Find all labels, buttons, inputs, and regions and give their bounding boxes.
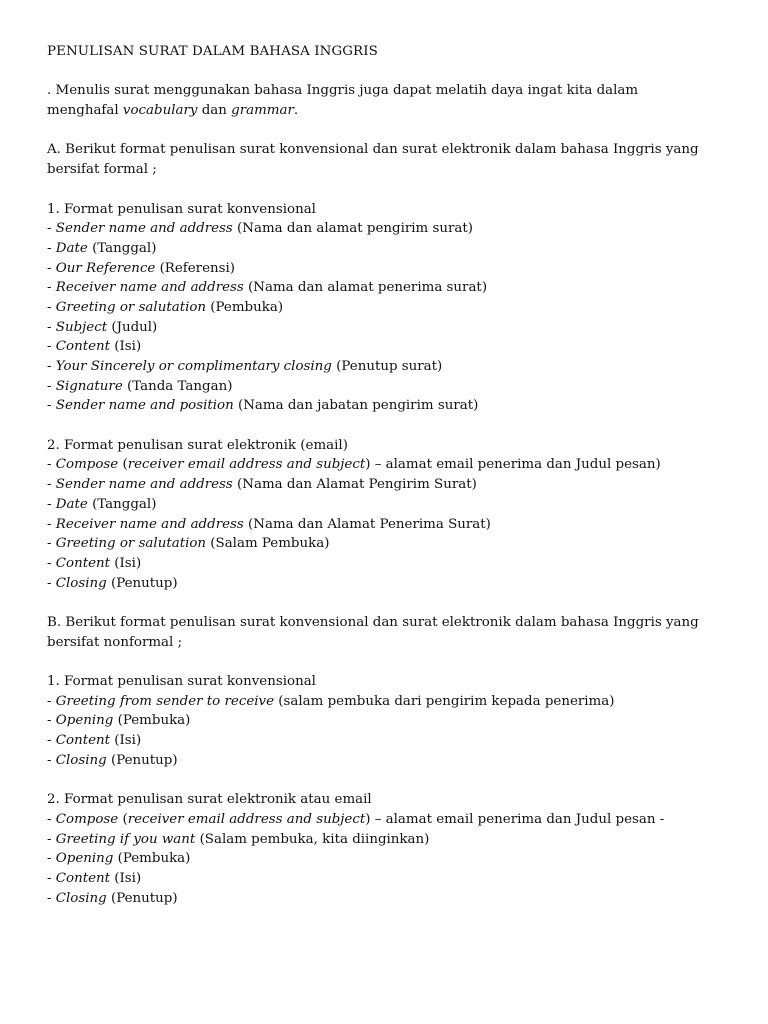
- list-item: - Opening (Pembuka): [47, 713, 191, 729]
- list-item-description: (Nama dan alamat penerima surat): [243, 280, 488, 296]
- list-item-term: Greeting if you want: [55, 831, 196, 847]
- list-item: - Content (Isi): [47, 870, 142, 886]
- list-item-description: (Referensi): [155, 260, 236, 276]
- list-item-term: Signature: [55, 378, 123, 394]
- list-item: - Compose (receiver email address and subject) – alamat email penerima dan Judul pesan): [47, 457, 661, 473]
- list-item-term: Receiver name and address: [55, 280, 244, 296]
- list-item: - Your Sincerely or complimentary closing (Penutup surat): [47, 359, 443, 374]
- list-item-description: (Penutup surat): [331, 359, 443, 374]
- list-item: - Greeting or salutation (Pembuka): [47, 299, 284, 315]
- list-item-term: Greeting from sender to receive: [55, 693, 275, 709]
- section-b-heading-line-1: B. Berikut format penulisan surat konvensional dan surat elektronik dalam bahasa Inggris yang: [47, 614, 699, 630]
- section-a-heading-line-2: bersifat formal ;: [47, 162, 157, 178]
- section-a-conventional-list: [47, 219, 737, 416]
- list-item-description: (Nama dan alamat pengirim surat): [232, 221, 474, 237]
- list-item: - Compose (receiver email address and subject) – alamat email penerima dan Judul pesan -: [47, 811, 665, 827]
- list-item-term: Our Reference: [55, 260, 156, 276]
- list-item: - Greeting from sender to receive (salam pembuka dari pengirim kepada penerima): [47, 693, 615, 709]
- list-item-term: Greeting or salutation: [55, 299, 207, 315]
- list-item: - Closing (Penutup): [47, 575, 178, 591]
- document-content: [47, 42, 737, 908]
- page-title: PENULISAN SURAT DALAM BAHASA INGGRIS: [47, 44, 378, 59]
- list-item-description: (Penutup): [106, 752, 178, 768]
- list-item-term: Subject: [55, 319, 108, 335]
- list-item-term: Opening: [55, 713, 114, 729]
- section-b-conventional-list: [47, 692, 737, 771]
- list-item: - Content (Isi): [47, 733, 142, 749]
- list-item-description: (Isi): [110, 555, 142, 571]
- list-item: - Sender name and address (Nama dan Alamat Pengirim Surat): [47, 477, 477, 493]
- list-item: - Sender name and address (Nama dan alamat pengirim surat): [47, 221, 474, 237]
- list-item-term: Greeting or salutation: [55, 536, 207, 552]
- list-item-term: Sender name and address: [55, 221, 233, 237]
- list-item-description: (Salam Pembuka): [206, 536, 330, 552]
- list-item: - Date (Tanggal): [47, 240, 157, 256]
- list-item: - Date (Tanggal): [47, 496, 157, 512]
- list-item: - Greeting if you want (Salam pembuka, kita diinginkan): [47, 831, 430, 847]
- list-item-term: Closing: [55, 575, 107, 591]
- list-item-term: Opening: [55, 851, 114, 867]
- list-item: - Receiver name and address (Nama dan alamat penerima surat): [47, 280, 488, 296]
- list-item: - Sender name and position (Nama dan jabatan pengirim surat): [47, 398, 479, 414]
- list-item-term: Date: [55, 496, 88, 512]
- section-b-email-list: [47, 830, 737, 909]
- list-item-description: (Nama dan Alamat Pengirim Surat): [232, 477, 477, 493]
- section-a-email-heading: 2. Format penulisan surat elektronik (email): [47, 437, 348, 453]
- intro-line-1: . Menulis surat menggunakan bahasa Inggris juga dapat melatih daya ingat kita dalam: [47, 83, 639, 99]
- list-item: - Signature (Tanda Tangan): [47, 378, 233, 394]
- list-item: - Receiver name and address (Nama dan Alamat Penerima Surat): [47, 516, 491, 532]
- list-item-term: Content: [55, 870, 111, 886]
- section-a-heading-line-1: A. Berikut format penulisan surat konvensional dan surat elektronik dalam bahasa Inggris yang: [47, 142, 699, 158]
- list-item: - Closing (Penutup): [47, 890, 178, 906]
- section-b-conventional-heading: 1. Format penulisan surat konvensional: [47, 674, 316, 689]
- list-item-description: (Pembuka): [113, 851, 191, 867]
- list-item-term: Closing: [55, 890, 107, 906]
- list-item-description: (Pembuka): [206, 299, 284, 315]
- list-item-description: (Nama dan jabatan pengirim surat): [233, 398, 479, 414]
- list-item-term: Your Sincerely or complimentary closing: [55, 359, 332, 374]
- section-b-email-heading: 2. Format penulisan surat elektronik atau email: [47, 792, 372, 808]
- section-a-conventional-heading: 1. Format penulisan surat konvensional: [47, 201, 316, 217]
- list-item-description: (Isi): [110, 339, 142, 355]
- section-b-heading-line-2: bersifat nonformal ;: [47, 634, 183, 650]
- list-item-description: (Judul): [107, 319, 158, 335]
- list-item: - Subject (Judul): [47, 319, 158, 335]
- list-item-term: Sender name and position: [55, 398, 234, 414]
- list-item-term: Content: [55, 555, 111, 571]
- list-item-term: Sender name and address: [55, 477, 233, 493]
- intro-line-2: menghafal vocabulary dan grammar.: [47, 103, 299, 119]
- list-item-term: Receiver name and address: [55, 516, 244, 532]
- list-item-description: (Tanggal): [87, 240, 157, 256]
- list-item-description: (Nama dan Alamat Penerima Surat): [243, 516, 491, 532]
- list-item-description: (Tanda Tangan): [122, 378, 233, 394]
- list-item-description: (Tanggal): [87, 496, 157, 512]
- list-item-term: Closing: [55, 752, 107, 768]
- list-item-description: (Pembuka): [113, 713, 191, 729]
- list-item-description: (Isi): [110, 870, 142, 886]
- list-item: - Greeting or salutation (Salam Pembuka): [47, 536, 330, 552]
- list-item: - Content (Isi): [47, 339, 142, 355]
- list-item: - Our Reference (Referensi): [47, 260, 236, 276]
- list-item-description: (Salam pembuka, kita diinginkan): [195, 831, 430, 847]
- list-item-description: (Isi): [110, 733, 142, 749]
- section-a-email-list: [47, 475, 737, 593]
- list-item-term: Content: [55, 339, 111, 355]
- list-item-description: (Penutup): [106, 575, 178, 591]
- list-item: - Content (Isi): [47, 555, 142, 571]
- list-item-term: Content: [55, 733, 111, 749]
- list-item-term: Date: [55, 240, 88, 256]
- list-item-description: (Penutup): [106, 890, 178, 906]
- list-item: - Opening (Pembuka): [47, 851, 191, 867]
- list-item-description: (salam pembuka dari pengirim kepada penerima): [274, 693, 615, 709]
- list-item: - Closing (Penutup): [47, 752, 178, 768]
